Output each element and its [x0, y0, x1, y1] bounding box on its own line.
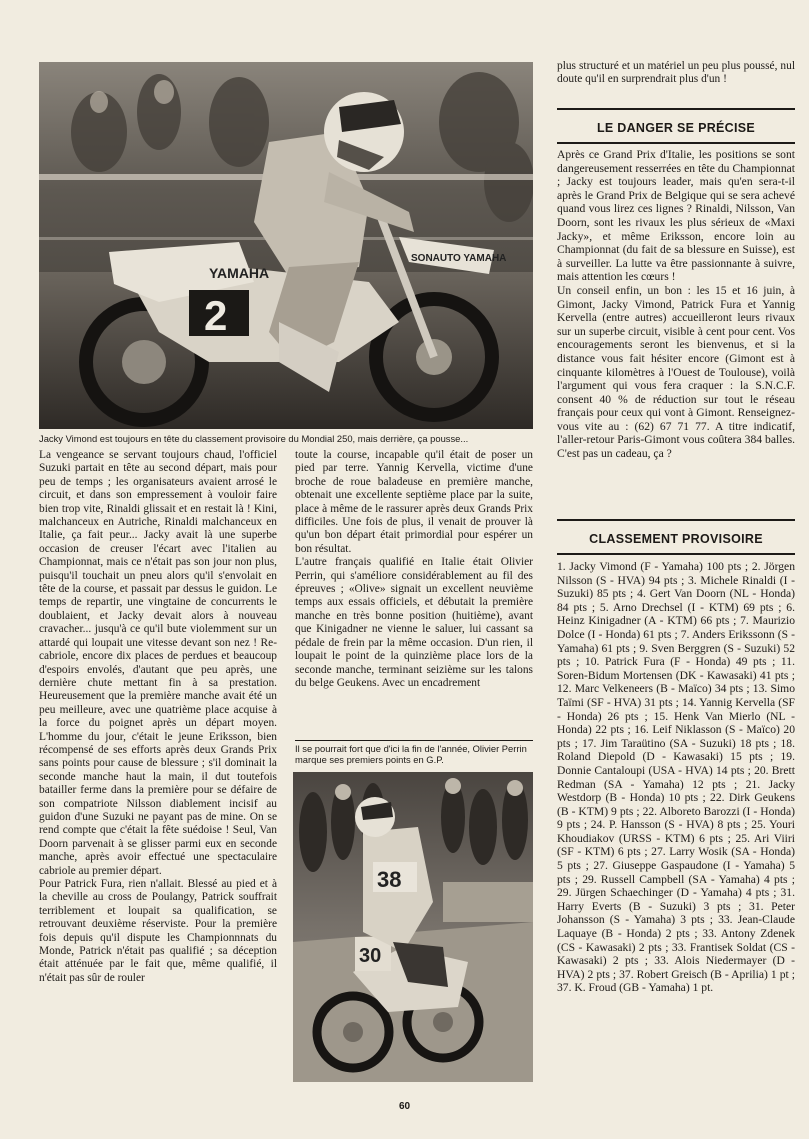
photo-vimond: [39, 62, 533, 429]
section-rule-bottom: [557, 142, 795, 144]
column-2-paragraph: toute la course, incapable qu'il était de poser un pied par terre. Yannig Kervella, victime d'une broche de roue baladeuse en première manche, obtenait une excellente septième place par la suite, place à même de le rassurer après deux Grands Prix difficiles. Une fois de plus, il venait de prouver là qu'un bon départ était primordial pour espérer un bon résultat.: [295, 449, 533, 555]
photo-vimond-caption: Jacky Vimond est toujours en tête du classement provisoire du Mondial 250, mais derrière, ça pousse...: [39, 433, 469, 444]
standings-rule-top: [557, 519, 795, 521]
section-rule-top: [557, 108, 795, 110]
column-1-paragraph: Pour Patrick Fura, rien n'allait. Blessé au pied et à la cheville au cross de Poulangy, Patrick souffrait terriblement et loupait sa qualification, se retrouvant deuxième réserviste. Pour la première fois depuis qu'il dispute les Championnnats du Monde, Patrick n'était pas qualifié ; sa déception était atténuée par le fait que, même qualifié, il n'était pas sûr de rouler: [39, 878, 277, 984]
article-column-2: [295, 449, 533, 690]
section-danger-body: [557, 148, 795, 461]
photo-perrin-caption: Il se pourrait fort que d'ici la fin de l'année, Olivier Perrin marque ses premiers points en G.P.: [295, 743, 527, 765]
column-2-paragraph: L'autre français qualifié en Italie était Olivier Perrin, qui s'améliore considérablement au fil des épreuves ; «Olive» signait un excellent neuvième temps aux essais officiels, et débutait la première manche en très bonne position (huitième), avant que Kinigadner ne vienne le saluer, lui cassant sa pédale de frein par la même occasion. D'un rien, il loupait le point de la quinzième place lors de la seconde manche, terminant seizième sur les talons du belge Geukens. Avec un encadrement: [295, 556, 533, 689]
article-column-1: [39, 449, 277, 985]
column-1-paragraph: La vengeance se servant toujours chaud, l'officiel Suzuki partait en tête au second départ, mais pour peu de temps ; les organisateurs avaient arrosé le circuit, et dans son empressement à vouloir faire bien trop vite, Rinaldi glissait et en restait là ! Kini, malchanceux en Autriche, Rinaldi malchanceux en Italie, ça fait peur... Jacky avait là une superbe occasion de creuser l'écart avec l'italien au Championnat, mais ce n'était pas son jour non plus, puisqu'il touchait un pneu alors qu'il s'envolait en tête de la course, et passait par dessus le guidon. Le temps de repartir, une vingtaine de concurrents le doublaient, et Jacky devait alors à nouveau cravacher... jusqu'à ce qu'il bute violemment sur un attardé qui loupait une vitesse devant son nez ! Re-cabriole, encore dix places de perdues et beaucoup d'espoirs envolés, d'autant que peu après, une dernière chute mettant fin à sa prestation. Heureusement que la première manche avait été un peu meilleure, avec une quatrième place acquise à la force du poignet après un départ moyen. L'homme du jour, c'était le jeune Eriksson, bien récompensé de ses efforts après deux Grands Prix sans points pour cause de blessure ; s'il dominait la seconde manche haut la main, il dut toutefois batailler ferme dans la première pour se défaire de son compatriote Nilsson diablement incisif au guidon d'une Suzuki ne payant pas de mine. On se rend compte que c'était la fête suédoise ! Seul, Van Doorn parvenait à se glisser parmi eux en seconde manche, après avoir effectué une spectaculaire cabriole au premier départ.: [39, 449, 277, 877]
rider-number-text: 38: [377, 867, 402, 892]
caption-rule: [295, 740, 533, 741]
section-danger-paragraph: Après ce Grand Prix d'Italie, les positions se sont dangereusement resserrées en tête du Championnat ; Jacky est toujours leader, mais qu'en sera-t-il après le Grand Prix de Belgique qui se sera achevé quand vous lirez ces lignes ? Rinaldi, Nilsson, Van Doorn, sont les rivaux les plus sérieux de «Maxi Jacky», et même Eriksson, encore loin au Championnat (du fait de sa blessure en Suisse), est à surveiller. La lutte va être passionnante à suivre, mais attention les cœurs !: [557, 148, 795, 284]
section-heading-standings: CLASSEMENT PROVISOIRE: [589, 532, 763, 546]
column-3-intro: plus structuré et un matériel un peu plus poussé, nul doute qu'il en surprendrait plus d'un !: [557, 60, 795, 86]
bike-number-text: 2: [204, 292, 228, 339]
photo-perrin: [293, 772, 533, 1082]
plate-number-text: 30: [359, 945, 382, 967]
sponsor-text: SONAUTO YAMAHA: [411, 253, 507, 264]
section-danger-paragraph: Un conseil enfin, un bon : les 15 et 16 juin, à Gimont, Jacky Vimond, Patrick Fura et Yannig Kervella (entre autres) accueilleront leurs rivaux sur un superbe circuit, visible à cent pour cent. Vos encouragements seront les bienvenus, et si la distance vous fait hésiter encore (Gimont est à cinquante kilomètres à l'Ouest de Toulouse), voilà l'argument qui vous fera craquer : la S.N.C.F. consent 40 % de réduction sur tout le réseau français pour ceux qui vont à Gimont. Renseignez-vous vite au : (62) 67 71 77. A titre indicatif, l'aller-retour Paris-Gimont vous coûtera 384 balles. C'est pas un cadeau, ça ?: [557, 283, 795, 461]
standings-rule-bottom: [557, 553, 795, 555]
page-number: 60: [398, 1101, 411, 1112]
standings-list: 1. Jacky Vimond (F - Yamaha) 100 pts ; 2. Jörgen Nilsson (S - HVA) 94 pts ; 3. Michele Rinaldi (I - Suzuki) 85 pts ; 4. Gert Van Doorn (NL - Honda) 84 pts ; 5. Arno Drechsel (I - KTM) 69 pts ; 6. Heinz Kinigadner (A - KTM) 66 pts ; 7. Maurizio Dolce (I - Honda) 61 pts ; 7. Anders Erikssonn (S - Yamaha) 61 pts ; 9. Sven Berggren (S - Suzuki) 52 pts ; 10. Patrick Fura (F - Honda) 49 pts ; 11. Soren-Bidum Mortensen (DK - Kawasaki) 41 pts ; 12. Marc Velkeneers (B - Maïco) 34 pts ; 13. Simo Taïmi (SF - HVA) 31 pts ; 14. Yannig Kervella (SF - Honda) 26 pts ; 15. Henk Van Mierlo (NL - Honda) 22 pts ; 16. Leif Niklasson (S - Maïco) 20 pts ; 17. Jim Taraütino (SA - Suzuki) 18 pts ; 18. Roland Diepold (D - Kawasaki) 15 pts ; 19. Donnie Cantaloupi (USA - HVA) 14 pts ; 20. Brett Redman (SA - Yamaha) 12 pts ; 21. Jacky Westdorp (B - Honda) 10 pts ; 22. Dirk Geukens (B - KTM) 9 pts ; 22. Alboreto Barozzi (I - Honda) 9 pts ; 24. P. Hansson (S - HVA) 8 pts ; 25. Youri Khoudiakov (URSS - KTM) 6 pts ; 25. Ari Viiri (SF - KTM) 6 pts ; 27. Larry Wosik (SA - Honda) 5 pts ; 27. Giuseppe Gaspaudone (I - Yamaha) 5 pts ; 29. Russell Campbell (SA - Yamaha) 4 pts ; 29. Jürgen Schaechinger (D - Yamaha) 4 pts ; 31. Harry Everts (B - Suzuki) 3 pts ; 31. Peter Johansson (S - Yamaha) 3 pts ; 33. Jean-Claude Laquaye (B - Honda) 2 pts ; 33. Antony Zdenek (CS - Kawasaki) 2 pts ; 33. Frantisek Soldat (CS - Kawasaki) 2 pts ; 33. Alois Niedermayer (D - HVA) 2 pts ; 37. Robert Greisch (B - Aprilia) 1 pt ; 37. K. Froud (GB - Yamaha) 1 pt.: [557, 560, 795, 995]
section-heading-danger: LE DANGER SE PRÉCISE: [596, 121, 756, 135]
bike-brand-text: YAMAHA: [209, 265, 270, 281]
